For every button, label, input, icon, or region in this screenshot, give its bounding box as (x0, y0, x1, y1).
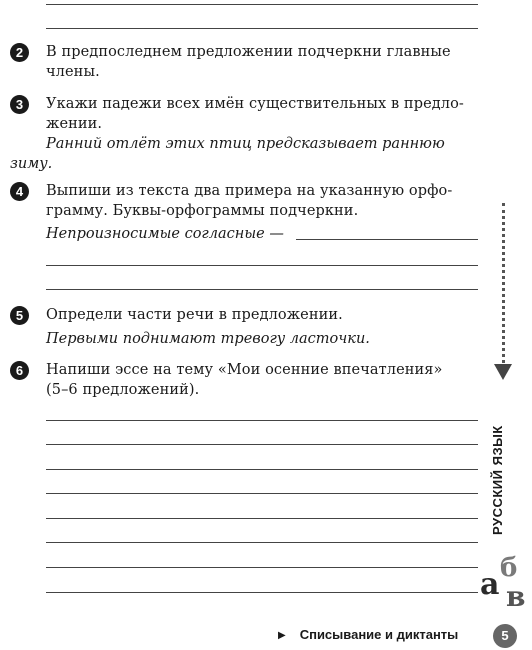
task-number-badge: 2 (10, 43, 29, 62)
answer-line[interactable] (46, 265, 478, 266)
arrow-down-icon (494, 364, 512, 380)
task-3 (10, 94, 480, 174)
task-5-line-1: Определи части речи в предложении. (46, 307, 343, 323)
task-3-example-line-1: Ранний отлёт этих птиц предсказывает раннюю (46, 136, 445, 152)
answer-line[interactable] (46, 518, 478, 519)
task-4-line-1: Выпиши из текста два примера на указанную орфо- (46, 183, 453, 199)
task-4-line-2: грамму. Буквы-орфограммы подчеркни. (46, 203, 359, 219)
answer-line[interactable] (46, 4, 478, 5)
answer-line[interactable] (46, 567, 478, 568)
answer-line[interactable] (46, 420, 478, 421)
task-5-example: Первыми поднимают тревогу ласточки. (46, 331, 370, 347)
task-2 (10, 42, 480, 84)
task-6-line-1: Напиши эссе на тему «Мои осенние впечатления» (46, 362, 443, 378)
task-2-line-2: члены. (46, 64, 100, 80)
dotted-guide-line (502, 203, 505, 363)
task-6 (10, 360, 480, 402)
task-number-badge: 5 (10, 306, 29, 325)
answer-line[interactable] (46, 469, 478, 470)
answer-line[interactable] (46, 493, 478, 494)
footer-section (278, 627, 458, 642)
answer-line[interactable] (46, 592, 478, 593)
task-2-line-1: В предпоследнем предложении подчеркни главные (46, 44, 451, 60)
task-4 (10, 181, 480, 251)
answer-line[interactable] (296, 239, 478, 240)
logo-letter-a: а (480, 567, 500, 602)
task-3-example-line-2: зиму. (10, 156, 53, 172)
abv-logo-icon (478, 550, 532, 610)
answer-line[interactable] (46, 28, 478, 29)
logo-letter-v: в (506, 580, 526, 610)
task-6-line-2: (5–6 предложений). (46, 382, 200, 398)
footer-section-title: Списывание и диктанты (299, 627, 459, 642)
answer-line[interactable] (46, 289, 478, 290)
logo-letter-b: б (500, 553, 518, 583)
task-3-line-1: Укажи падежи всех имён существительных в предло- (46, 96, 464, 112)
task-5 (10, 305, 480, 350)
answer-line[interactable] (46, 444, 478, 445)
task-number-badge: 4 (10, 182, 29, 201)
task-4-prompt: Непроизносимые согласные — (46, 226, 284, 242)
subject-label: РУССКИЙ ЯЗЫК (490, 425, 505, 535)
task-number-badge: 3 (10, 95, 29, 114)
task-number-badge: 6 (10, 361, 29, 380)
task-3-line-2: жении. (46, 116, 103, 132)
answer-line[interactable] (46, 542, 478, 543)
page-number: 5 (493, 624, 517, 648)
play-triangle-icon: ▶ (278, 630, 286, 641)
